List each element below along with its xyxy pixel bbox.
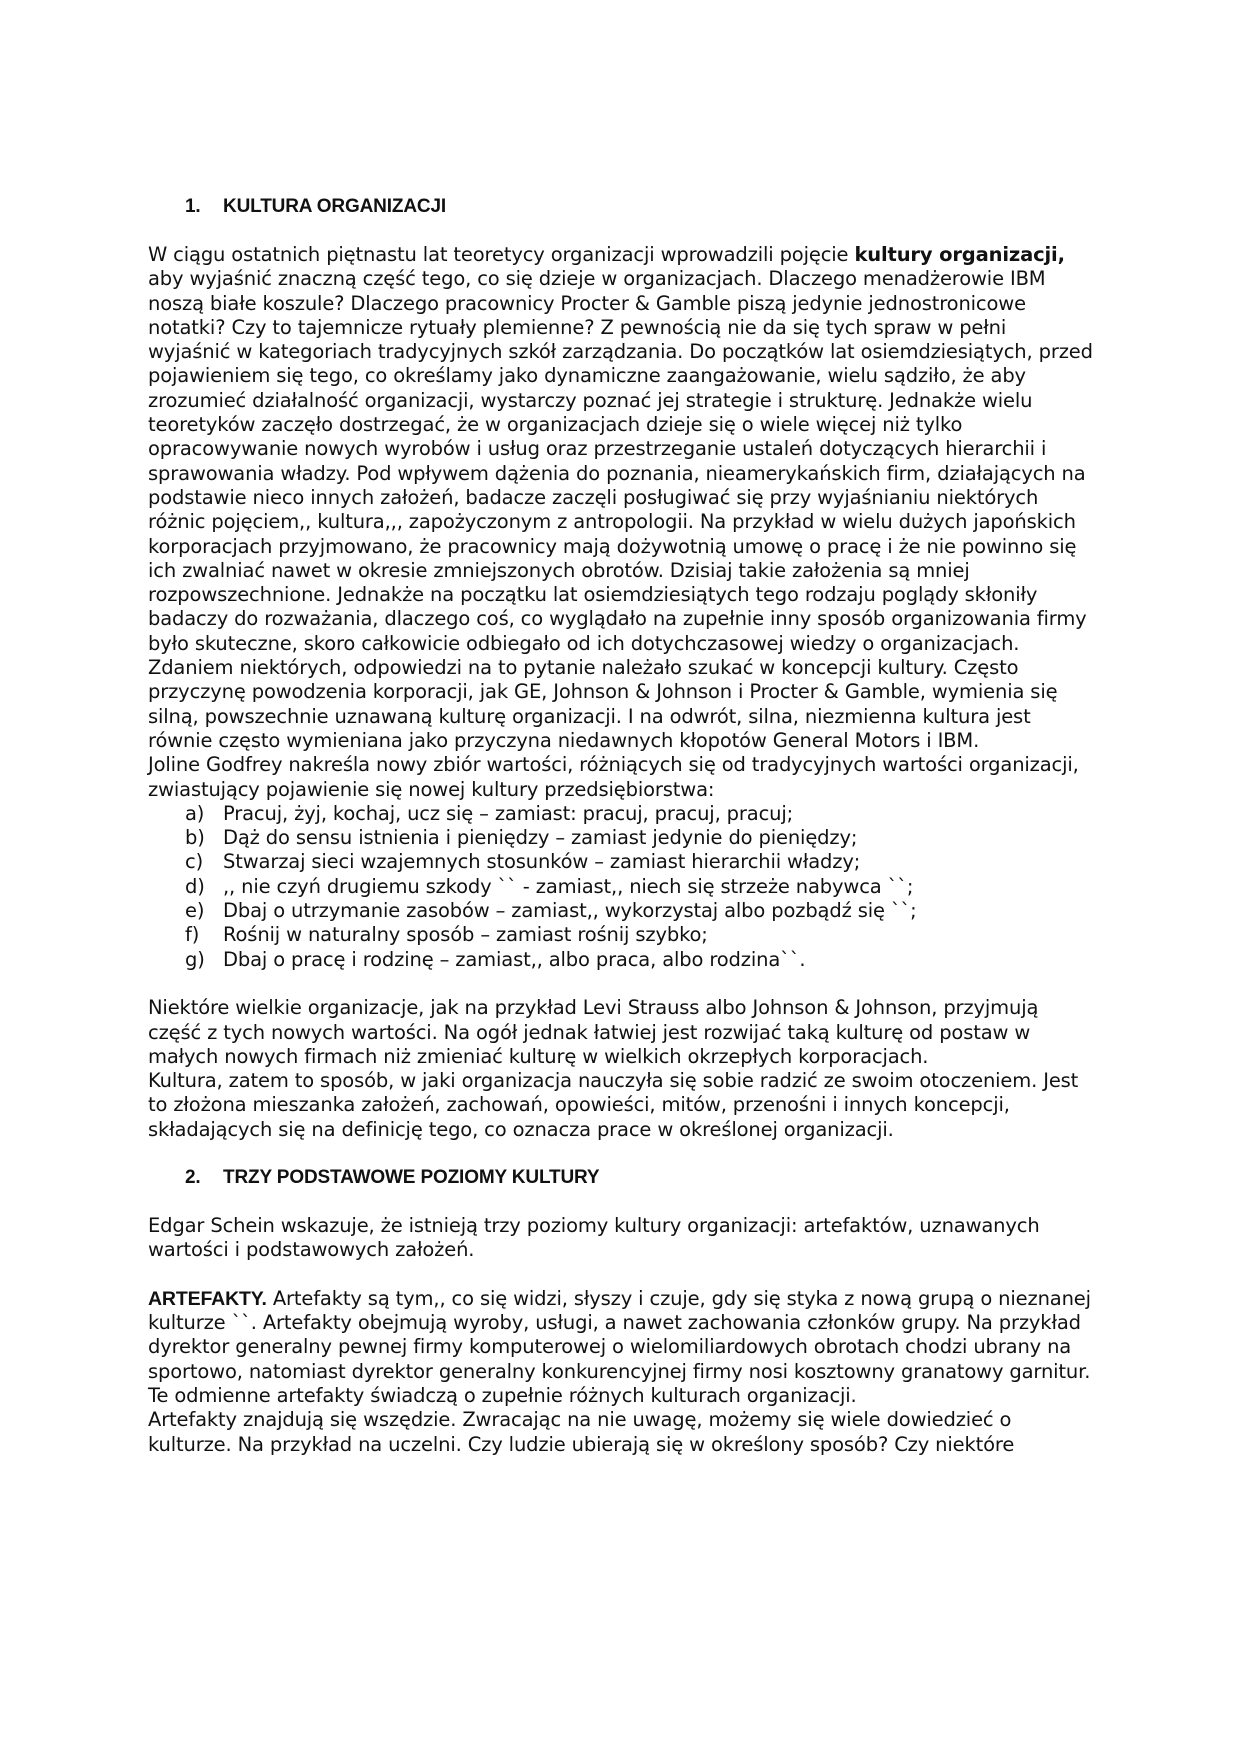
list-marker: d) xyxy=(185,874,205,898)
section-2-paragraph-1: Edgar Schein wskazuje, że istnieją trzy poziomy kultury organizacji: artefaktów, uznawanych wartości i podstawowych założeń. xyxy=(148,1213,1040,1262)
section-1-paragraph-4: Kultura, zatem to sposób, w jaki organizacja nauczyła się sobie radzić ze swoim otoczeniem. Jest to złożona mieszanka założeń, zachowań, opowieści, mitów, przenośni i innych koncepcji, składających się na definicję tego, co oznacza prace w określonej organizacji. xyxy=(148,1069,1079,1141)
list-item xyxy=(148,899,1094,923)
list-marker: b) xyxy=(185,826,205,850)
list-item-text: Dbaj o utrzymanie zasobów – zamiast,, wykorzystaj albo pozbądź się ``; xyxy=(223,899,917,923)
list-item-text: Stwarzaj sieci wzajemnych stosunków – zamiast hierarchii władzy; xyxy=(223,850,861,874)
section-1-title: KULTURA ORGANIZACJI xyxy=(223,196,447,217)
list-item-text: Rośnij w naturalny sposób – zamiast rośnij szybko; xyxy=(223,923,708,947)
list-marker: e) xyxy=(185,899,205,923)
list-marker: c) xyxy=(185,850,204,874)
values-list xyxy=(148,802,1094,972)
list-item-text: Dąż do sensu istnienia i pieniędzy – zamiast jedynie do pieniędzy; xyxy=(223,826,858,850)
list-item xyxy=(148,875,1094,899)
paragraph-text: W ciągu ostatnich piętnastu lat teoretycy organizacji wprowadzili pojęcie xyxy=(148,243,855,266)
section-2-paragraph-3: Artefakty znajdują się wszędzie. Zwracając na nie uwagę, możemy się wiele dowiedzieć o kulturze. Na przykład na uczelni. Czy ludzie ubierają się w określony sposób? Czy niektóre xyxy=(148,1408,1015,1456)
list-item xyxy=(148,826,1094,850)
section-1-paragraph-2: Joline Godfrey nakreśla nowy zbiór wartości, różniących się od tradycyjnych wartości organizacji, zwiastujący pojawienie się nowej kultury przedsiębiorstwa: xyxy=(148,753,1079,801)
list-item-text: Dbaj o pracę i rodzinę – zamiast,, albo praca, albo rodzina``. xyxy=(223,947,806,971)
artefakty-label: ARTEFAKTY. xyxy=(148,1287,267,1310)
document-page xyxy=(148,195,1094,1457)
list-item xyxy=(148,948,1094,972)
paragraph-text: aby wyjaśnić znaczną część tego, co się dzieje w organizacjach. Dlaczego menadżerowie IBM noszą białe koszule? Dlaczego pracownicy Procter & Gamble piszą jedynie jednostronicowe notatki? Czy to tajemnicze rytuały plemienne? Z pewnością nie da się tych spraw w pełni wyjaśnić w kategoriach tradycyjnych szkół zarządzania. Do początków lat osiemdziesiątych, przed pojawieniem się tego, co określamy jako dynamiczne zaangażowanie, wielu sądziło, że aby zrozumieć działalność organizacji, wystarczy poznać jej strategie i strukturę. Jednakże wielu teoretyków zaczęło dostrzegać, że w organizacjach dzieje się o wiele więcej niż tylko opracowywanie nowych wyrobów i usług oraz przestrzeganie ustaleń dotyczących hierarchii i sprawowania władzy. Pod wpływem dążenia do poznania, nieamerykańskich firm, działających na podstawie nieco innych założeń, badacze zaczęli posługiwać się przy wyjaśnianiu niektórych różnic pojęciem,, kultura,,, zapożyczonym z antropologii. Na przykład w wielu dużych japońskich korporacjach przyjmowano, że pracownicy mają dożywotnią umowę o pracę i że nie powinno się ich zwalniać nawet w okresie zmniejszonych obrotów. Dzisiaj takie założenia są mniej rozpowszechnione. Jednakże na początku lat osiemdziesiątych tego rodzaju poglądy skłoniły badaczy do rozważania, dlaczego coś, co wyglądało na zupełnie inny sposób organizowania firmy było skuteczne, skoro całkowicie odbiegało od ich dotychczasowej wiedzy o organizacjach. Zdaniem niektórych, odpowiedzi na to pytanie należało szukać w koncepcji kultury. Często przyczynę powodzenia korporacji, jak GE, Johnson & Johnson i Procter & Gamble, wymienia się silną, powszechnie uznawaną kulturę organizacji. I na odwrót, silna, niezmienna kultura jest równie często wymieniana jako przyczyna niedawnych kłopotów General Motors i IBM. xyxy=(148,267,1093,752)
section-2-heading xyxy=(148,1166,1094,1190)
list-item-text: ,, nie czyń drugiemu szkody `` - zamiast,, niech się strzeże nabywca ``; xyxy=(223,874,914,898)
section-2-artefakty-paragraph xyxy=(148,1287,1094,1408)
list-item-text: Pracuj, żyj, kochaj, ucz się – zamiast: pracuj, pracuj, pracuj; xyxy=(223,801,794,825)
list-item xyxy=(148,850,1094,874)
list-item xyxy=(148,802,1094,826)
list-marker: f) xyxy=(185,923,200,947)
section-1-paragraph-3: Niektóre wielkie organizacje, jak na przykład Levi Strauss albo Johnson & Johnson, przyjmują część z tych nowych wartości. Na ogół jednak łatwiej jest rozwijać taką kulturę od postaw w małych nowych firmach niż zmieniać kulturę w wielkich okrzepłych korporacjach. xyxy=(148,996,1039,1068)
list-item xyxy=(148,923,1094,947)
paragraph-text: Artefakty są tym,, co się widzi, słyszy i czuje, gdy się styka z nową grupą o nieznanej kulturze ``. Artefakty obejmują wyroby, usługi, a nawet zachowania członków grupy. Na przykład dyrektor generalny pewnej firmy komputerowej o wielomiliardowych obrotach chodzi ubrany na sportowo, natomiast dyrektor generalny konkurencyjnej firmy nosi kosztowny granatowy garnitur. Te odmienne artefakty świadczą o zupełnie różnych kulturach organizacji. xyxy=(148,1286,1091,1408)
section-1-paragraph-1 xyxy=(148,243,1094,753)
list-marker: g) xyxy=(185,947,205,971)
bold-term: kultury organizacji, xyxy=(854,243,1065,266)
section-1-heading xyxy=(148,195,1094,219)
section-2-title: TRZY PODSTAWOWE POZIOMY KULTURY xyxy=(223,1166,600,1188)
list-marker: a) xyxy=(185,801,205,825)
section-2-number: 2. xyxy=(185,1166,201,1188)
section-1-number: 1. xyxy=(185,196,201,217)
